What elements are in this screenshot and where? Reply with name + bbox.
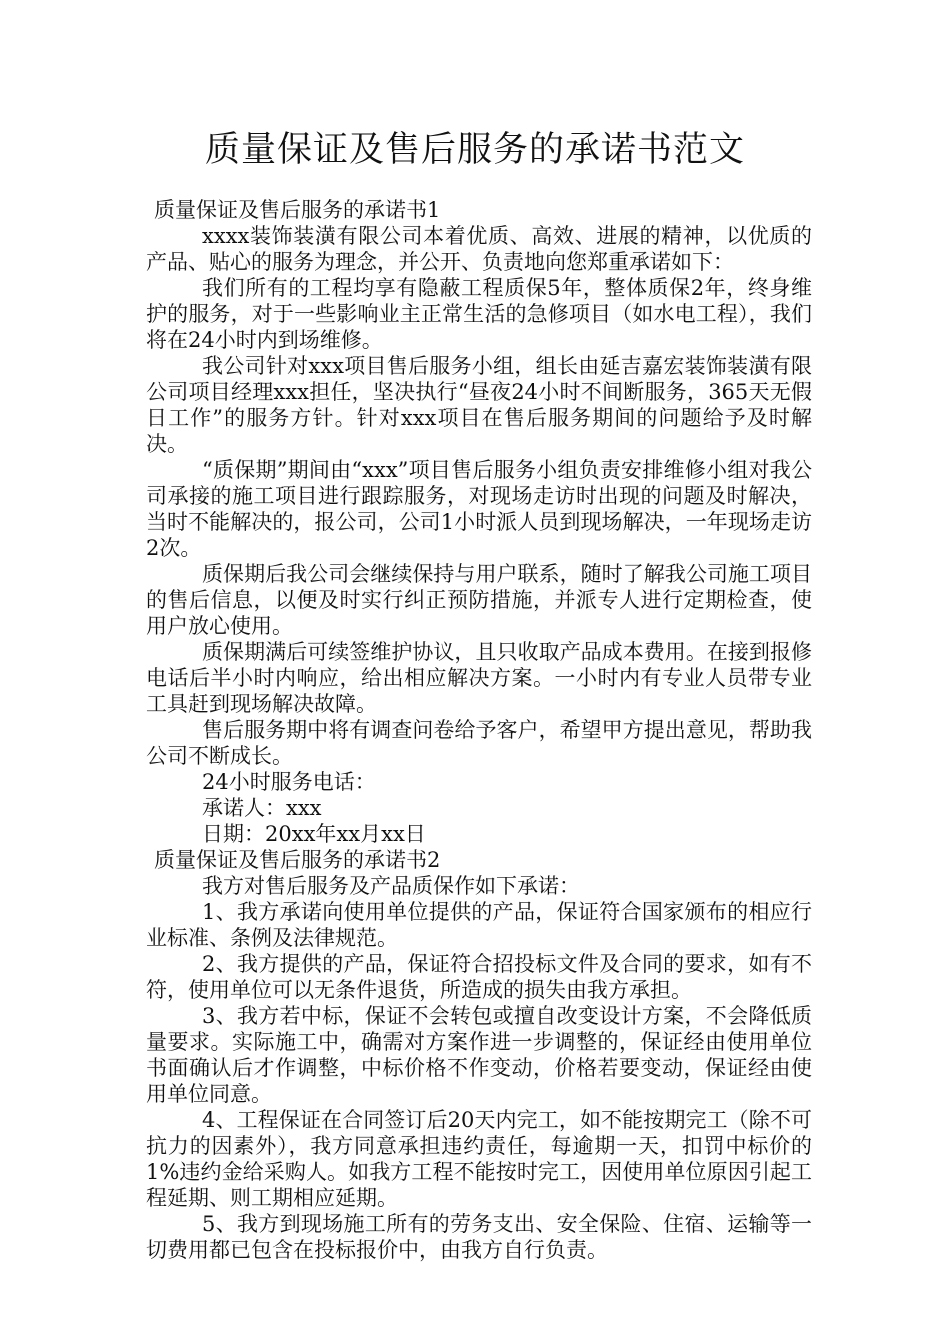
section-2-paragraph: 2、我方提供的产品，保证符合招投标文件及合同的要求，如有不符，使用单位可以无条件退货，所造成的损失由我方承担。 (146, 952, 812, 1002)
document-title: 质量保证及售后服务的承诺书范文 (204, 130, 745, 170)
section-1-paragraph: 质保期满后可续签维护协议，且只收取产品成本费用。在接到报修电话后半小时内响应，给出相应解决方案。一小时内有专业人员带专业工具赶到现场解决故障。 (146, 640, 812, 716)
section-2-paragraph: 1、我方承诺向使用单位提供的产品，保证符合国家颁布的相应行业标准、条例及法律规范。 (146, 900, 812, 950)
date-line: 日期：20xx年xx月xx日 (202, 822, 426, 846)
section-1-paragraph: “质保期”期间由“xxx”项目售后服务小组负责安排维修小组对我公司承接的施工项目进行跟踪服务，对现场走访时出现的问题及时解决，当时不能解决的，报公司，公司1小时派人员到现场解决，一年现场走访2次。 (146, 458, 812, 560)
service-phone-line: 24小时服务电话： (202, 770, 376, 794)
section-1-paragraph: 我公司针对xxx项目售后服务小组，组长由延吉嘉宏装饰装潢有限公司项目经理xxx担任，坚决执行“昼夜24小时不间断服务，365天无假日工作”的服务方针。针对xxx项目在售后服务期间的问题给予及时解决。 (146, 354, 812, 456)
section-1-paragraph: 质保期后我公司会继续保持与用户联系，随时了解我公司施工项目的售后信息，以便及时实行纠正预防措施，并派专人进行定期检查，使用户放心使用。 (146, 562, 812, 638)
section-1-heading: 质量保证及售后服务的承诺书1 (154, 198, 441, 222)
section-2-paragraph: 5、我方到现场施工所有的劳务支出、安全保险、住宿、运输等一切费用都已包含在投标报价中，由我方自行负责。 (146, 1212, 812, 1262)
section-2-heading: 质量保证及售后服务的承诺书2 (154, 848, 441, 872)
signatory-line: 承诺人：xxx (202, 796, 322, 820)
section-2-paragraph: 3、我方若中标，保证不会转包或擅自改变设计方案，不会降低质量要求。实际施工中，确需对方案作进一步调整的，保证经由使用单位书面确认后才作调整，中标价格不作变动，价格若要变动，保证经由使用单位同意。 (146, 1004, 812, 1106)
section-1-paragraph: 我们所有的工程均享有隐蔽工程质保5年，整体质保2年，终身维护的服务，对于一些影响业主正常生活的急修项目（如水电工程），我们将在24小时内到场维修。 (146, 276, 812, 352)
section-1-paragraph: 售后服务期中将有调查问卷给予客户，希望甲方提出意见，帮助我公司不断成长。 (146, 718, 812, 768)
section-2-paragraph: 我方对售后服务及产品质保作如下承诺： (202, 874, 580, 898)
section-1-paragraph: xxxx装饰装潢有限公司本着优质、高效、进展的精神，以优质的产品、贴心的服务为理念，并公开、负责地向您郑重承诺如下： (146, 224, 812, 274)
section-2-paragraph: 4、工程保证在合同签订后20天内完工，如不能按期完工（除不可抗力的因素外），我方同意承担违约责任，每逾期一天，扣罚中标价的1%违约金给采购人。如我方工程不能按时完工，因使用单位原因引起工程延期、则工期相应延期。 (146, 1108, 812, 1210)
document-body (146, 197, 812, 1263)
